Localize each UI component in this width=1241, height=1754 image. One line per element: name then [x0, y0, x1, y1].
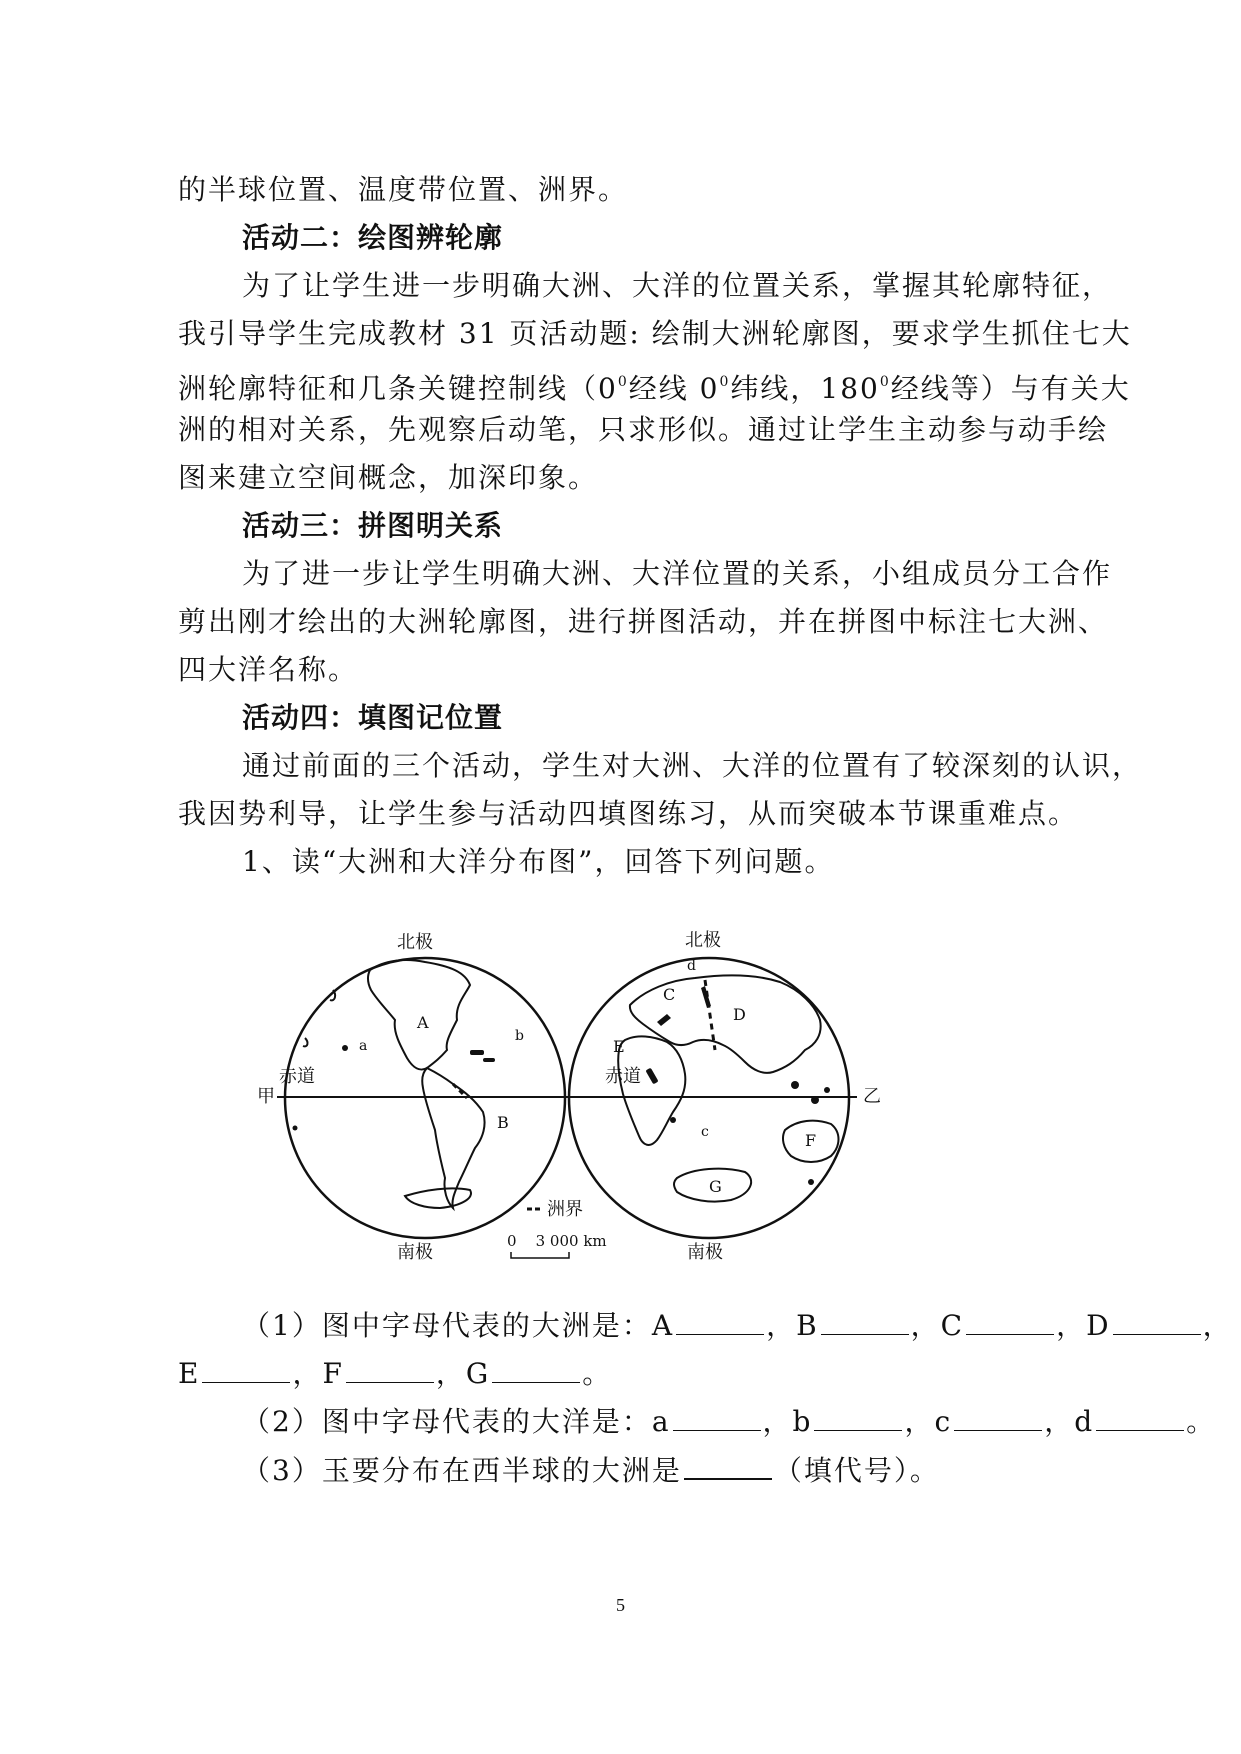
separator: ， — [762, 1405, 793, 1438]
paragraph-line: 我因势利导，让学生参与活动四填图练习，从而突破本节课重难点。 — [178, 797, 1079, 830]
answer-blank[interactable] — [676, 1308, 764, 1335]
question-2 — [242, 1404, 1217, 1440]
separator: ， — [766, 1309, 797, 1342]
western-landmasses — [303, 960, 485, 1208]
answer-label: B — [796, 1309, 819, 1342]
continent-label: B — [497, 1113, 509, 1132]
ocean-label: a — [359, 1038, 368, 1054]
answer-label: A — [651, 1309, 675, 1342]
paragraph-line: 我引导学生完成教材 31 页活动题: 绘制大洲轮廓图，要求学生抓住七大 — [178, 317, 1132, 350]
equator-label-east: 赤道 — [605, 1066, 641, 1087]
separator: ， — [1044, 1405, 1075, 1438]
continent-label: G — [709, 1177, 722, 1196]
text-run: 纬线，180 — [730, 372, 880, 405]
equator-label-west: 赤道 — [279, 1066, 315, 1087]
ocean-label: c — [701, 1124, 709, 1140]
map-legend — [507, 1199, 607, 1258]
separator: ， — [904, 1405, 935, 1438]
question-3 — [242, 1452, 1142, 1489]
answer-blank[interactable] — [492, 1356, 580, 1383]
paragraph-line: 的半球位置、温度带位置、洲界。 — [178, 173, 629, 206]
question-intro: 1、读“大洲和大洋分布图”，回答下列问题。 — [242, 845, 835, 878]
continent-label: A — [417, 1013, 429, 1032]
answer-label: b — [792, 1405, 813, 1438]
answer-label: c — [934, 1405, 953, 1438]
boundary-legend-text: 洲界 — [547, 1199, 583, 1220]
separator: ， — [435, 1357, 466, 1390]
answer-blank[interactable] — [821, 1308, 909, 1335]
separator: ， — [910, 1309, 941, 1342]
paragraph-line: 图来建立空间概念，加深印象。 — [178, 461, 599, 494]
answer-blank[interactable] — [684, 1452, 772, 1480]
question-prefix: （2）图中字母代表的大洋是： — [242, 1405, 652, 1438]
south-pole-label-west: 南极 — [397, 1242, 433, 1263]
islands-west — [293, 1045, 496, 1131]
end-mark: 。 — [1186, 1405, 1217, 1438]
answer-label: D — [1086, 1309, 1111, 1342]
question-prefix: （3）玉要分布在西半球的大洲是 — [242, 1454, 682, 1487]
west-end-label: 甲 — [257, 1086, 275, 1107]
question-suffix: （填代号）。 — [773, 1454, 940, 1487]
answer-blank[interactable] — [673, 1404, 761, 1431]
paragraph-line: 四大洋名称。 — [178, 653, 359, 686]
paragraph-line: 通过前面的三个活动，学生对大洲、大洋的位置有了较深刻的认识， — [242, 749, 1143, 782]
separator: ， — [292, 1357, 323, 1390]
ocean-label: b — [515, 1028, 524, 1044]
question-1 — [242, 1308, 1233, 1344]
answer-blank[interactable] — [954, 1404, 1042, 1431]
answer-label: F — [322, 1357, 344, 1390]
paragraph-line: 洲的相对关系，先观察后动笔，只求形似。通过让学生主动参与动手绘 — [178, 413, 1109, 446]
north-pole-label-west: 北极 — [397, 932, 433, 953]
answer-blank[interactable] — [346, 1356, 434, 1383]
separator: ， — [1202, 1309, 1233, 1342]
continent-label: F — [805, 1131, 817, 1150]
answer-label: E — [178, 1357, 201, 1390]
answer-label: d — [1074, 1405, 1095, 1438]
continent-label: C — [663, 985, 676, 1004]
activity-3-heading: 活动三：拼图明关系 — [242, 509, 504, 542]
north-pole-label-east: 北极 — [685, 930, 721, 951]
question-1-line-2 — [178, 1356, 1078, 1392]
ocean-label: d — [687, 958, 696, 974]
paragraph-line: 为了让学生进一步明确大洲、大洋的位置关系，掌握其轮廓特征， — [242, 269, 1113, 302]
text-run: 洲轮廓特征和几条关键控制线（0 — [178, 372, 618, 405]
paragraph-line: 剪出刚才绘出的大洲轮廓图，进行拼图活动，并在拼图中标注七大洲、 — [178, 605, 1109, 638]
answer-label: C — [940, 1309, 965, 1342]
answer-blank[interactable] — [202, 1356, 290, 1383]
text-run: 经线 0 — [628, 372, 720, 405]
answer-blank[interactable] — [966, 1308, 1054, 1335]
east-end-label: 乙 — [863, 1086, 881, 1107]
question-prefix: （1）图中字母代表的大洲是： — [242, 1309, 652, 1342]
continent-label: D — [733, 1005, 746, 1024]
activity-4-heading: 活动四：填图记位置 — [242, 701, 504, 734]
answer-blank[interactable] — [1096, 1404, 1184, 1431]
page-number: 5 — [616, 1595, 625, 1615]
continents-oceans-map — [257, 930, 985, 1263]
end-mark: 。 — [582, 1357, 613, 1390]
activity-2-heading: 活动二：绘图辨轮廓 — [242, 221, 504, 254]
paragraph-line — [178, 364, 1131, 407]
separator: ， — [1056, 1309, 1087, 1342]
continent-boundary-markers — [453, 980, 715, 1098]
continent-label: E — [613, 1037, 625, 1056]
answer-blank[interactable] — [814, 1404, 902, 1431]
answer-label: G — [465, 1357, 491, 1390]
superscript: 0 — [879, 374, 891, 390]
eastern-landmasses — [618, 975, 838, 1201]
superscript: 0 — [617, 374, 629, 390]
answer-blank[interactable] — [1113, 1308, 1201, 1335]
paragraph-line: 为了进一步让学生明确大洲、大洋位置的关系，小组成员分工合作 — [242, 557, 1113, 590]
superscript: 0 — [719, 374, 731, 390]
text-run: 经线等）与有关大 — [890, 372, 1131, 405]
answer-label: a — [651, 1405, 671, 1438]
south-pole-label-east: 南极 — [687, 1242, 723, 1263]
scale-text: 0 3 000 km — [507, 1232, 607, 1250]
